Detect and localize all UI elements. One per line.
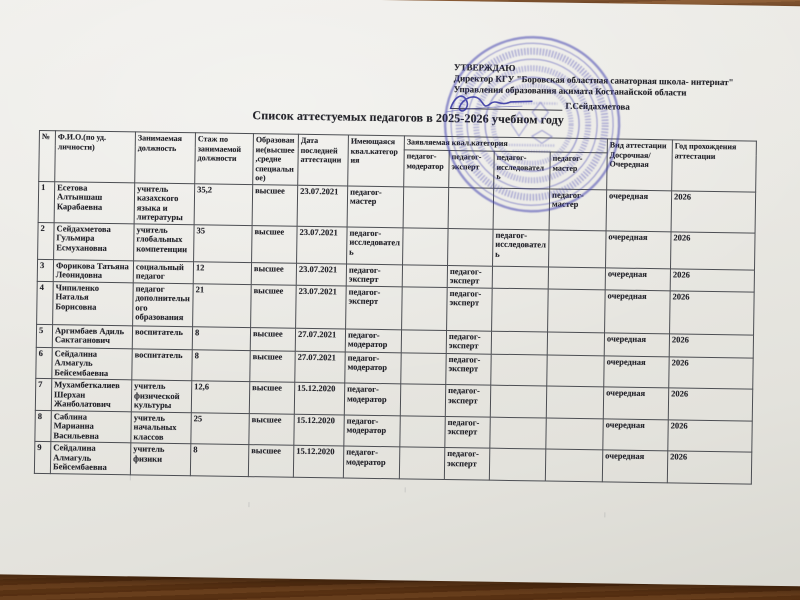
cell-applied-master [548,267,605,290]
cell-year: 2026 [671,231,756,269]
cell-applied-master [548,289,606,333]
official-seal-stamp [440,32,625,217]
cell-attestation-type: очередная [603,418,668,450]
cell-current-category: педагог-модератор [344,383,400,415]
cell-name: Мухамбеткалиев Шерхан Жанболатович [51,379,131,412]
cell-year: 2026 [668,388,752,421]
cell-current-category: педагог-мастер [347,186,404,228]
col-header-attestation-type: Вид аттестации Досрочная/Очередная [607,139,673,190]
cell-num: 9 [34,441,50,473]
cell-name: Форикова Татьяна Леонидовна [53,259,133,282]
cell-name: Сейдалина Алмагуль Бейсембаевна [50,442,130,475]
cell-experience: 12,6 [191,381,249,413]
cell-experience: 35 [194,224,253,262]
col-header-applied-expert: педагог-эксперт [449,151,495,188]
cell-position: учитель казахского языка и литературы [134,182,195,224]
cell-current-category: педагог-эксперт [346,264,402,287]
col-header-experience: Стаж по занимаемой должности [195,133,254,184]
cell-education: высшее [248,445,293,477]
cell-applied-expert: педагог-эксперт [446,330,491,354]
approval-line: УТВЕРЖДАЮ [453,62,516,74]
col-header-education: Образование(высшее,средне специальное) [253,134,299,185]
cell-current-category: педагог-модератор [345,329,401,353]
attestation-table [34,130,757,484]
cell-applied-master [549,230,607,268]
col-header-current-category: Имеющаяся квал.категория [348,135,405,186]
approval-line: Директор КГУ "Боровская областная санаторная школа- интернат" [453,73,734,88]
cell-year: 2026 [668,419,752,452]
col-header-applied-group: Заявляемая квал.категория [404,136,607,153]
cell-experience: 12 [193,261,251,284]
header-row-top [39,130,756,155]
cell-year: 2026 [670,268,754,291]
cell-last-attestation: 23.07.2021 [297,226,348,264]
cell-applied-researcher [490,417,546,449]
cell-year: 2026 [670,290,755,334]
cell-experience: 8 [192,349,250,381]
col-header-applied-moderator: педагог-модератор [404,150,450,187]
cell-name: Сейдалина Алмагуль Бейсембаевна [52,347,132,380]
cell-applied-expert [448,228,494,266]
col-header-name: Ф.И.О.(по уд. личности) [55,131,136,183]
cell-position: учитель физики [130,443,190,475]
cell-experience: 25 [191,412,249,444]
col-header-applied-researcher: педагог-исследователь [494,151,551,188]
cell-position: учитель физической культуры [131,380,191,412]
cell-attestation-type: очередная [605,267,670,290]
paper-artifact [248,502,249,507]
cell-applied-expert: педагог-эксперт [446,353,491,385]
cell-applied-moderator [400,384,445,416]
page-title: Список аттестуемых педагогов в 2025-2026 учебном году [252,108,565,127]
cell-education: высшее [249,413,294,445]
cell-applied-expert: педагог-эксперт [444,448,489,480]
cell-experience: 21 [193,283,252,327]
cell-applied-moderator [399,447,444,479]
cell-applied-master: педагог-мастер [549,189,607,231]
cell-experience: 8 [190,444,248,476]
cell-attestation-type: очередная [604,355,669,387]
cell-num: 8 [35,410,51,442]
cell-applied-researcher [491,354,547,386]
paper-artifact [130,475,131,480]
cell-applied-expert: педагог-эксперт [445,416,490,448]
cell-applied-master [546,386,603,418]
cell-current-category: педагог-модератор [343,446,399,478]
cell-position: педагог дополнительного образования [133,282,194,326]
cell-experience: 35,2 [194,183,253,225]
cell-applied-researcher: педагог-исследователь [493,229,550,267]
cell-last-attestation: 27.07.2021 [295,351,345,383]
cell-applied-master [547,332,604,356]
cell-education: высшее [249,382,294,414]
col-header-num: № [39,130,56,181]
cell-attestation-type: очередная [605,289,671,333]
cell-education: высшее [251,284,297,328]
cell-applied-moderator [403,227,449,265]
cell-last-attestation: 23.07.2021 [297,185,348,227]
cell-last-attestation: 15.12.2020 [293,445,343,477]
cell-name: Чипиленко Наталья Борисовна [53,281,134,325]
cell-year: 2026 [671,190,756,232]
cell-name: Сейдахметова Гульмира Есмухановна [54,222,135,260]
cell-current-category: педагог-модератор [345,352,401,384]
cell-position: социальный педагог [133,260,193,283]
cell-applied-expert: педагог-эксперт [447,265,492,288]
cell-attestation-type: очередная [603,387,668,419]
cell-applied-researcher [492,288,549,332]
approval-line: Управления образования акимата Костанайской области [453,84,687,98]
cell-last-attestation: 27.07.2021 [295,328,345,352]
col-header-position: Занимаемая должность [135,132,196,183]
cell-education: высшее [251,262,296,285]
cell-name: Аргимбаев Адиль Сактаганович [52,324,132,348]
paper-artifact [405,487,406,492]
cell-attestation-type: очередная [604,332,669,356]
col-header-last-attestation: Дата последней аттестации [298,134,349,185]
cell-education: высшее [250,350,295,382]
cell-attestation-type: очередная [606,189,672,231]
cell-education: высшее [252,225,298,263]
cell-last-attestation: 23.07.2021 [296,263,346,286]
cell-applied-master [547,355,604,387]
cell-name: Саблина Марианна Васильевна [51,410,131,443]
col-header-applied-master: педагог-мастер [550,152,608,189]
cell-num: 7 [35,378,51,410]
cell-attestation-type: очередная [602,450,667,482]
paper-artifact [604,512,605,517]
cell-education: высшее [252,184,298,226]
cell-applied-moderator [401,352,446,384]
cell-applied-researcher [489,448,545,480]
cell-position: воспитатель [132,348,192,380]
cell-num: 2 [38,222,55,259]
cell-position: учитель глобальных компетенции [134,223,195,261]
cell-name: Есетова Алтыншаш Карабаевна [54,181,135,223]
cell-applied-moderator [400,415,445,447]
cell-applied-researcher [490,385,546,417]
cell-current-category: педагог-эксперт [346,286,403,330]
signer-name: Г.Сейдахметова [565,100,630,112]
cell-last-attestation: 15.12.2020 [294,414,344,446]
cell-applied-researcher [492,266,548,289]
cell-num: 6 [36,347,52,379]
cell-applied-expert: педагог-эксперт [447,287,493,331]
cell-experience: 8 [192,326,250,350]
cell-applied-moderator [402,286,448,330]
cell-num: 1 [38,181,55,222]
cell-num: 4 [37,281,54,324]
cell-last-attestation: 23.07.2021 [296,285,347,329]
cell-position: воспитатель [132,325,192,349]
cell-year: 2026 [669,356,753,389]
cell-current-category: педагог-модератор [344,415,400,447]
cell-applied-master [545,449,602,481]
cell-num: 3 [37,259,53,281]
cell-applied-moderator [402,264,447,287]
cell-applied-master [546,418,603,450]
cell-last-attestation: 15.12.2020 [294,382,344,414]
cell-position: учитель начальных классов [131,411,191,443]
cell-attestation-type: очередная [606,230,672,268]
col-header-year: Год прохождения аттестации [672,140,757,192]
cell-year: 2026 [667,451,751,484]
cell-education: высшее [250,327,295,351]
cell-applied-researcher [491,331,547,355]
cell-applied-expert: педагог-эксперт [445,385,490,417]
cell-current-category: педагог-исследователь [347,227,404,265]
cell-year: 2026 [669,333,753,357]
cell-num: 5 [36,324,52,347]
cell-applied-moderator [401,329,446,353]
